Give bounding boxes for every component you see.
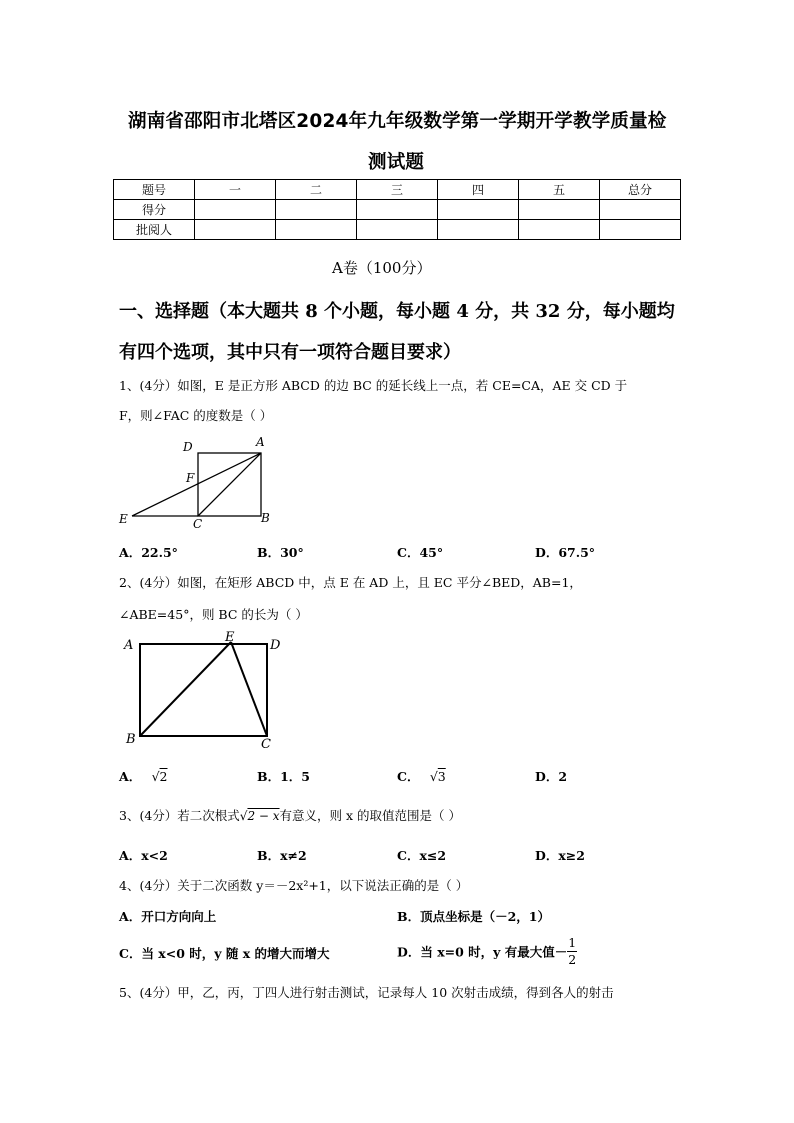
fraction [567,935,577,968]
question-4-line1: 4、(4分）关于二次函数 y＝－2x²+1，以下说法正确的是（ ） [119,878,469,893]
sqrt-icon: √3 [429,769,446,784]
question-3-option-d[interactable]: D．x≥2 [535,848,585,863]
radicand: 3 [437,769,446,784]
score-table-row [114,220,681,240]
score-table-header-cell: 总分 [600,180,681,200]
question-4-option-d[interactable] [397,935,577,968]
question-2-line1: 2、(4分）如图，在矩形 ABCD 中，点 E 在 AD 上，且 EC 平分∠BED，AB=1， [119,575,582,590]
score-cell[interactable] [276,200,357,220]
score-cell[interactable] [519,200,600,220]
score-table [113,179,681,240]
question-2-figure [118,630,290,755]
question-4-option-c[interactable]: C．当 x<0 时，y 随 x 的增大而增大 [119,946,330,961]
question-1-option-b[interactable]: B．30° [257,545,304,560]
section-heading-line1: 一、选择题（本大题共 8 个小题，每小题 4 分，共 32 分，每小题均 [119,301,675,322]
question-1-figure [114,434,284,534]
sqrt-icon: √2 [151,769,168,784]
figure-label-c: C [261,737,271,752]
score-table-header-cell: 二 [276,180,357,200]
figure-label-b: B [261,511,270,525]
fraction-denominator: 2 [568,952,577,967]
question-2-line2: ∠ABE=45°，则 BC 的长为（ ） [119,607,308,622]
score-table-header-cell: 三 [357,180,438,200]
score-cell[interactable] [600,220,681,240]
score-table-header-cell: 四 [438,180,519,200]
question-4-option-a[interactable]: A．开口方向向上 [119,909,217,924]
question-2-option-d[interactable]: D．2 [535,769,568,784]
figure-label-f: F [186,471,195,485]
score-cell[interactable] [600,200,681,220]
segment-ae [132,453,261,516]
score-table-row [114,200,681,220]
figure-label-d: D [270,638,281,653]
segment-ca [198,453,261,516]
option-text: D．当 x=0 时，y 有最大值－ [397,944,568,960]
score-table-header-cell: 题号 [114,180,195,200]
score-table-row-label: 得分 [114,200,195,220]
score-table-header-cell: 一 [195,180,276,200]
question-3-line1 [119,806,461,824]
question-2-option-a[interactable] [119,767,167,785]
page-title-line1: 湖南省邵阳市北塔区2024年九年级数学第一学期开学教学质量检 [128,111,667,132]
section-heading-line2: 有四个选项，其中只有一项符合题目要求） [119,342,461,363]
question-1-line1: 1、(4分）如图，E 是正方形 ABCD 的边 BC 的延长线上一点，若 CE=CA，AE 交 CD 于 [119,378,628,393]
figure-label-a: A [124,638,134,653]
paper-part-heading: A卷（100分） [332,259,432,277]
question-3-text-after: 有意义，则 x 的取值范围是（ ） [279,808,462,823]
option-letter: C． [397,769,420,784]
option-letter: A． [119,769,142,784]
question-5-line1: 5、(4分）甲，乙，丙，丁四人进行射击测试，记录每人 10 次射击成绩，得到各人的射击 [119,985,614,1000]
segment-be [140,642,231,736]
figure-label-b: B [126,732,136,747]
radicand: 2 − x [247,809,280,823]
figure-label-e: E [225,630,235,645]
score-cell[interactable] [438,200,519,220]
score-table-header-row [114,180,681,200]
question-2-option-c[interactable] [397,767,446,785]
score-cell[interactable] [519,220,600,240]
score-cell[interactable] [438,220,519,240]
segment-ec [231,642,267,736]
question-1-option-d[interactable]: D．67.5° [535,545,596,560]
question-3-option-b[interactable]: B．x≠2 [257,848,307,863]
fraction-numerator: 1 [568,935,577,950]
question-3-option-a[interactable]: A．x<2 [119,848,168,863]
question-1-option-c[interactable]: C．45° [397,545,444,560]
figure-label-c: C [193,517,203,531]
page-title-line2: 测试题 [368,152,425,173]
question-1-option-a[interactable]: A．22.5° [119,545,178,560]
question-1-line2: F，则∠FAC 的度数是（ ） [119,408,273,423]
score-cell[interactable] [195,220,276,240]
question-2-option-b[interactable]: B．1．5 [257,769,310,784]
question-3-text-before: 3、(4分）若二次根式 [119,808,240,823]
score-cell[interactable] [357,220,438,240]
score-cell[interactable] [195,200,276,220]
score-cell[interactable] [276,220,357,240]
score-cell[interactable] [357,200,438,220]
question-3-option-c[interactable]: C．x≤2 [397,848,447,863]
sqrt-icon: √2 − x [239,809,280,823]
score-table-header-cell: 五 [519,180,600,200]
radicand: 2 [159,769,168,784]
figure-label-d: D [183,440,193,454]
score-table-row-label: 批阅人 [114,220,195,240]
rectangle-abcd [140,644,267,736]
figure-label-e: E [119,512,128,526]
question-4-option-b[interactable]: B．顶点坐标是（－2，1） [397,909,550,924]
figure-label-a: A [256,435,265,449]
